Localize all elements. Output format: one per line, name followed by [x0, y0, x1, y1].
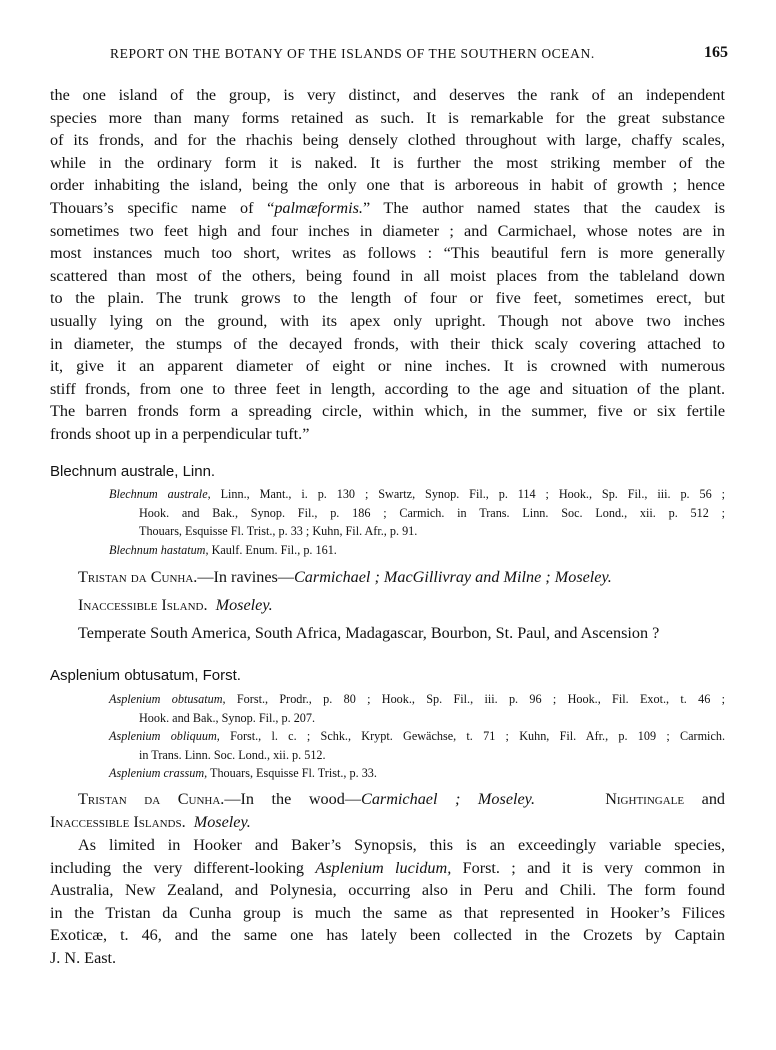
synonym-line — [109, 690, 725, 709]
running-title: REPORT ON THE BOTANY OF THE ISLANDS OF THE SOUTHERN OCEAN. — [110, 46, 595, 61]
text-line: in the Tristan da Cunha group is much the same as that represented in Hooker’s Filices — [50, 903, 725, 922]
synonym-line — [109, 485, 725, 504]
citation: Kaulf. Enum. Fil., p. 161. — [208, 542, 337, 557]
locality-name: Nightingale — [605, 790, 685, 808]
running-header — [110, 44, 728, 66]
text-line: stiff fronds, from one to three feet in length, according to the age and situation of the plant. — [50, 379, 725, 398]
text-run: including the very different-looking — [50, 858, 316, 877]
text-line: usually lying on the ground, with its apex only upright. Though not above two inches — [50, 311, 725, 330]
text-line: of its fronds, and for the rhachis being densely clothed throughout with large, chaffy scales, — [50, 131, 725, 150]
text-line — [50, 811, 725, 834]
text-line: in diameter, the stumps of the decayed fronds, with their thick scaly covering attached to — [50, 334, 725, 353]
text-line — [50, 857, 725, 880]
synonym-line: Hook. and Bak., Synop. Fil., p. 207. — [139, 710, 316, 725]
synonym-name: Asplenium crassum, — [109, 766, 208, 781]
locality-tristan — [78, 568, 612, 587]
synonym-name: Blechnum australe, — [109, 487, 211, 501]
species-epithet: palmæformis. — [274, 198, 363, 217]
text-line: As limited in Hooker and Baker’s Synopsis, this is an exceedingly variable species, — [78, 836, 725, 854]
synonym-name: Asplenium obliquum, — [109, 729, 220, 744]
species-heading-blechnum: Blechnum australe, Linn. — [50, 463, 216, 480]
page-number: 165 — [704, 44, 728, 61]
collectors: Moseley. — [193, 812, 251, 831]
collectors: Moseley. — [215, 596, 273, 614]
synonym-line — [109, 541, 725, 560]
synonym-line: Hook. and Bak., Synop. Fil., p. 186 ; Carmich. in Trans. Linn. Soc. Lond., xii. p. 512 ; — [139, 505, 725, 520]
intro-paragraph — [50, 84, 725, 446]
text-run: Forst. ; and it is very common in — [451, 858, 725, 877]
text-line: while in the ordinary form it is naked. It is further the most striking member of the — [50, 153, 725, 172]
locality-habitat: —In the wood— — [224, 790, 362, 808]
text-line: species more than many forms retained as such. It is remarkable for the great substance — [50, 108, 725, 127]
text-run: and — [701, 790, 726, 808]
synonym-line — [109, 764, 725, 783]
citation: Thouars, Esquisse Fl. Trist., p. 33. — [207, 766, 377, 781]
locality-name: Tristan da Cunha. — [78, 790, 225, 808]
synonym-name: Blechnum hastatum, — [109, 542, 209, 557]
locality-name: Inaccessible Islands. — [50, 812, 186, 831]
text-line: to the plain. The trunk grows to the length of four or five feet, sometimes erect, but — [50, 289, 725, 308]
text-line: The barren fronds form a spreading circle, within which, in the summer, five or six fertile — [50, 402, 725, 421]
asplenium-notes — [50, 834, 725, 970]
synonym-name: Asplenium obtusatum, — [109, 692, 226, 706]
locality-name: Tristan da Cunha. — [78, 568, 198, 586]
collectors: Carmichael ; MacGillivray and Milne ; Moseley. — [294, 568, 612, 586]
synonymy-blechnum — [109, 485, 725, 559]
text-line: the one island of the group, is very distinct, and deserves the rank of an independent — [50, 86, 725, 104]
synonym-line — [109, 727, 725, 746]
text-line: it, give it an apparent diameter of eight or nine inches. It is crowned with numerous — [50, 357, 725, 376]
text-line — [50, 788, 725, 811]
text-line — [50, 197, 725, 220]
text-line: scattered than most of the others, being found in all moist places from the tableland down — [50, 266, 725, 285]
locality-name: Inaccessible Island. — [78, 596, 208, 614]
text-run: ” The author named states that the caudex is — [362, 198, 725, 217]
text-run: Thouars’s specific name of “ — [50, 198, 275, 217]
distribution: Temperate South America, South Africa, Madagascar, Bourbon, St. Paul, and Ascension ? — [78, 624, 660, 642]
text-line: order inhabiting the island, being the only one that is arboreous in habit of growth ; hence — [50, 176, 725, 195]
citation: Linn., Mant., i. p. 130 ; Swartz, Synop. Fil., p. 114 ; Hook., Sp. Fil., iii. p. 56 ; — [210, 487, 726, 501]
locality-habitat: —In ravines— — [197, 568, 294, 586]
synonymy-asplenium — [109, 690, 725, 783]
collectors: Carmichael ; Moseley. — [361, 790, 536, 808]
text-line: sometimes two feet high and four inches in diameter ; and Carmichael, whose notes are in — [50, 221, 725, 240]
locality-inaccessible — [78, 596, 273, 615]
text-line: Exoticæ, t. 46, and the same one has lately been collected in the Crozets by Captain — [50, 926, 725, 945]
text-line: Australia, New Zealand, and Polynesia, occurring also in Peru and Chili. The form found — [50, 881, 725, 900]
species-heading-asplenium: Asplenium obtusatum, Forst. — [50, 667, 241, 684]
synonym-line: in Trans. Linn. Soc. Lond., xii. p. 512. — [139, 747, 326, 762]
text-line: fronds shoot up in a perpendicular tuft.” — [50, 424, 310, 443]
citation: Forst., Prodr., p. 80 ; Hook., Sp. Fil., iii. p. 96 ; Hook., Fil. Exot., t. 46 ; — [225, 692, 725, 706]
synonym-line: Thouars, Esquisse Fl. Trist., p. 33 ; Kuhn, Fil. Afr., p. 91. — [139, 524, 418, 539]
citation: Forst., l. c. ; Schk., Krypt. Gewächse, t. 71 ; Kuhn, Fil. Afr., p. 109 ; Carmich. — [219, 729, 725, 744]
species-name: Asplenium lucidum, — [315, 858, 452, 877]
asplenium-locality — [50, 788, 725, 833]
text-line: J. N. East. — [50, 948, 117, 967]
text-line: most instances much too short, writes as follows : “This beautiful fern is more generally — [50, 244, 725, 263]
